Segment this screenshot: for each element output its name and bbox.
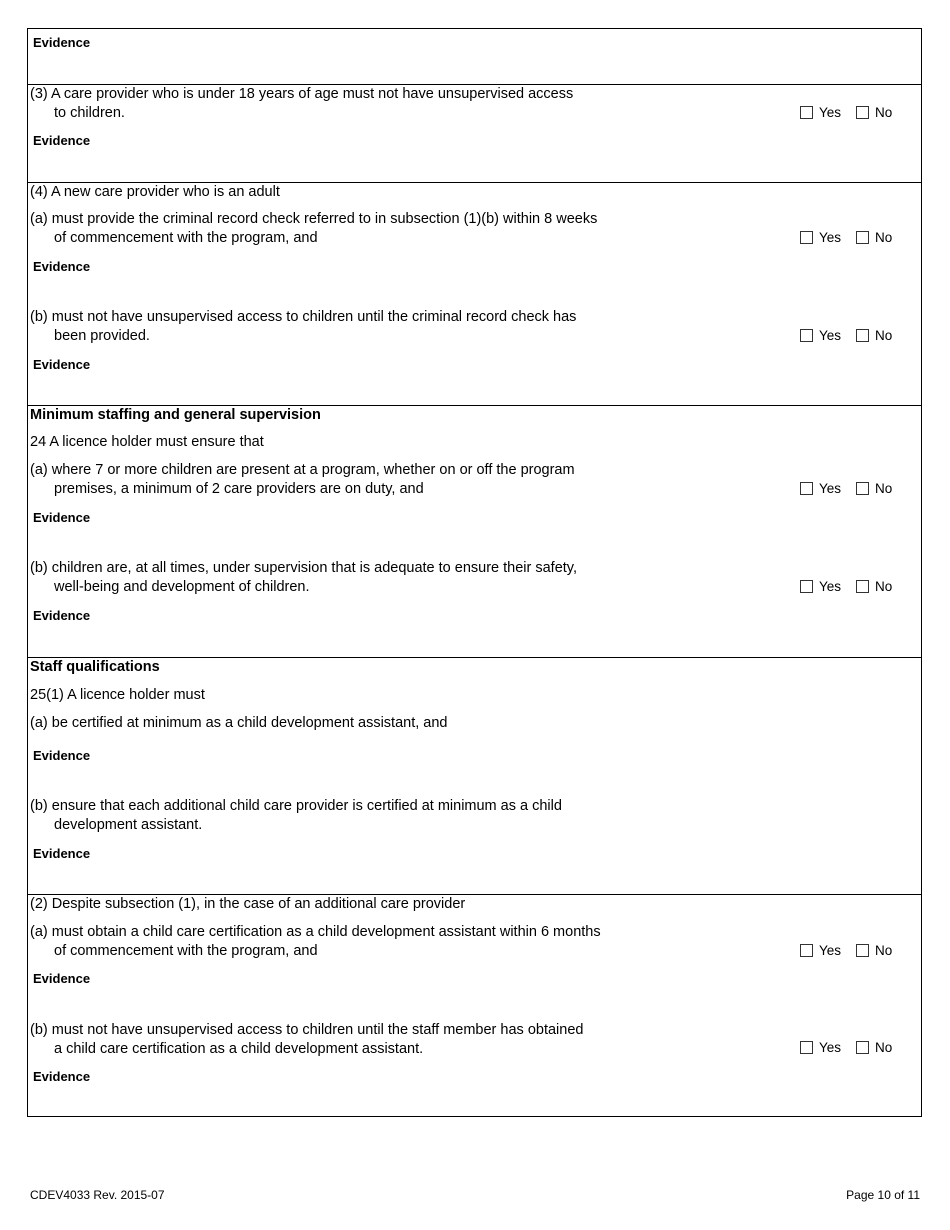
yes-label: Yes bbox=[819, 229, 842, 245]
item-a-text: (a) must provide the criminal record check referred to in subsection (1)(b) within 8 weeks bbox=[30, 211, 598, 227]
no-label: No bbox=[875, 104, 893, 120]
yes-no-choice bbox=[800, 480, 910, 496]
item-b-text-cont: a child care certification as a child development assistant. bbox=[54, 1041, 424, 1057]
section-heading: Minimum staffing and general supervision bbox=[30, 407, 321, 423]
section-staff-qualifications bbox=[28, 657, 921, 895]
yes-checkbox[interactable] bbox=[800, 580, 813, 593]
no-checkbox[interactable] bbox=[856, 106, 869, 119]
evidence-label: Evidence bbox=[33, 846, 91, 861]
item-a-text-cont: of commencement with the program, and bbox=[54, 230, 318, 246]
no-label: No bbox=[875, 942, 893, 958]
evidence-label: Evidence bbox=[33, 259, 91, 274]
yes-no-choice bbox=[800, 104, 910, 120]
evidence-label: Evidence bbox=[33, 357, 91, 372]
section-intro: 24 A licence holder must ensure that bbox=[30, 434, 264, 450]
section-previous-evidence bbox=[28, 29, 921, 84]
yes-label: Yes bbox=[819, 1039, 842, 1055]
yes-checkbox[interactable] bbox=[800, 106, 813, 119]
yes-no-choice bbox=[800, 1039, 910, 1055]
yes-no-choice bbox=[800, 578, 910, 594]
evidence-label: Evidence bbox=[33, 1069, 91, 1084]
no-checkbox[interactable] bbox=[856, 1041, 869, 1054]
no-label: No bbox=[875, 327, 893, 343]
yes-checkbox[interactable] bbox=[800, 944, 813, 957]
item-b-text-cont: well-being and development of children. bbox=[54, 579, 310, 595]
item-b-text-cont: development assistant. bbox=[54, 817, 203, 833]
question-text: (3) A care provider who is under 18 years of age must not have unsupervised access bbox=[30, 86, 574, 102]
no-checkbox[interactable] bbox=[856, 580, 869, 593]
question-text-cont: to children. bbox=[54, 105, 125, 121]
no-checkbox[interactable] bbox=[856, 944, 869, 957]
yes-checkbox[interactable] bbox=[800, 482, 813, 495]
item-a-text: (a) where 7 or more children are present at a program, whether on or off the program bbox=[30, 462, 575, 478]
no-label: No bbox=[875, 1039, 893, 1055]
item-b-text: (b) must not have unsupervised access to children until the criminal record check has bbox=[30, 309, 577, 325]
no-checkbox[interactable] bbox=[856, 231, 869, 244]
item-b-text: (b) ensure that each additional child care provider is certified at minimum as a child bbox=[30, 798, 562, 814]
yes-label: Yes bbox=[819, 578, 842, 594]
yes-no-choice bbox=[800, 229, 910, 245]
form-id: CDEV4033 Rev. 2015-07 bbox=[30, 1188, 165, 1202]
yes-label: Yes bbox=[819, 942, 842, 958]
section-additional-provider bbox=[28, 894, 921, 1117]
yes-label: Yes bbox=[819, 327, 842, 343]
evidence-label: Evidence bbox=[33, 971, 91, 986]
section-minimum-staffing bbox=[28, 405, 921, 658]
yes-no-choice bbox=[800, 327, 910, 343]
item-b-text-cont: been provided. bbox=[54, 328, 150, 344]
no-checkbox[interactable] bbox=[856, 329, 869, 342]
evidence-label: Evidence bbox=[33, 35, 91, 50]
yes-checkbox[interactable] bbox=[800, 231, 813, 244]
evidence-label: Evidence bbox=[33, 748, 91, 763]
item-a-text-cont: premises, a minimum of 2 care providers are on duty, and bbox=[54, 481, 424, 497]
section-heading: (4) A new care provider who is an adult bbox=[30, 184, 280, 200]
yes-label: Yes bbox=[819, 480, 842, 496]
no-label: No bbox=[875, 480, 893, 496]
item-b-text: (b) must not have unsupervised access to children until the staff member has obtained bbox=[30, 1022, 584, 1038]
yes-checkbox[interactable] bbox=[800, 329, 813, 342]
no-label: No bbox=[875, 578, 893, 594]
yes-checkbox[interactable] bbox=[800, 1041, 813, 1054]
evidence-label: Evidence bbox=[33, 510, 91, 525]
section-under-18 bbox=[28, 84, 921, 183]
yes-label: Yes bbox=[819, 104, 842, 120]
no-checkbox[interactable] bbox=[856, 482, 869, 495]
checklist-form bbox=[27, 28, 922, 1117]
evidence-label: Evidence bbox=[33, 133, 91, 148]
item-a-text: (a) must obtain a child care certification as a child development assistant within 6 months bbox=[30, 924, 601, 940]
item-a-text-cont: of commencement with the program, and bbox=[54, 943, 318, 959]
item-a-text: (a) be certified at minimum as a child development assistant, and bbox=[30, 715, 448, 731]
item-b-text: (b) children are, at all times, under supervision that is adequate to ensure their safety, bbox=[30, 560, 577, 576]
evidence-label: Evidence bbox=[33, 608, 91, 623]
section-heading: (2) Despite subsection (1), in the case of an additional care provider bbox=[30, 896, 466, 912]
section-new-adult-provider bbox=[28, 182, 921, 406]
section-heading: Staff qualifications bbox=[30, 659, 160, 675]
no-label: No bbox=[875, 229, 893, 245]
yes-no-choice bbox=[800, 942, 910, 958]
section-intro: 25(1) A licence holder must bbox=[30, 687, 205, 703]
page-number: Page 10 of 11 bbox=[846, 1188, 920, 1202]
